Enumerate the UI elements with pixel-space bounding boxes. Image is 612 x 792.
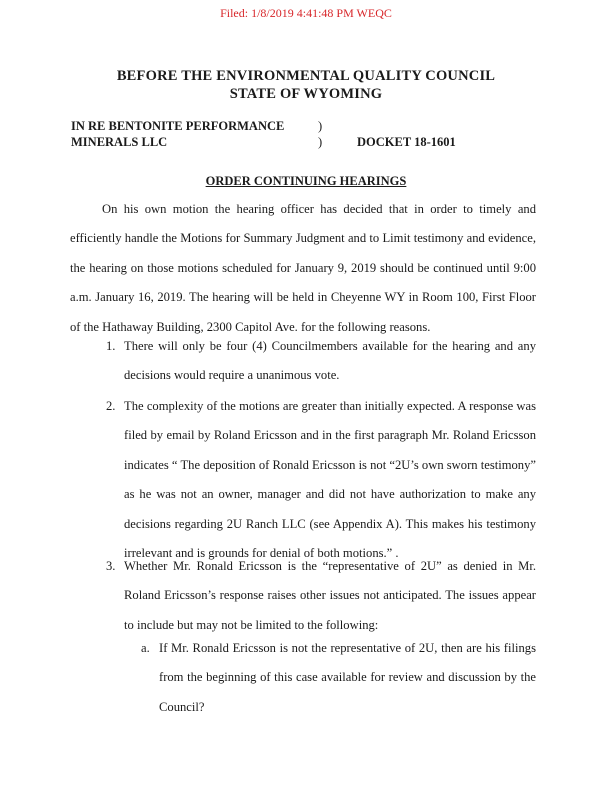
subitem-a-text: If Mr. Ronald Ericsson is not the representative of 2U, then are his filings from the beginning of this case available for review and discussion by the Council? xyxy=(159,641,536,714)
reason-2-text: The complexity of the motions are greater than initially expected. A response was filed by email by Roland Ericsson and in the first paragraph Mr. Roland Ericsson indicates “ The deposition of Ronald Ericsson is not “2U’s own sworn testimony” as he was not an owner, manager and did not have authorization to make any decisions regarding 2U Ranch LLC (see Appendix A). This makes his testimony irrelevant and is grounds for denial of both motions.” . xyxy=(124,399,536,561)
state-title: STATE OF WYOMING xyxy=(229,86,383,102)
reason-2-number: 2. xyxy=(106,399,116,413)
caption-paren-1: ) xyxy=(318,119,323,133)
subitem-a-number: a. xyxy=(141,641,150,655)
reason-1-text: There will only be four (4) Councilmembers available for the hearing and any decisions would require a unanimous vote. xyxy=(124,339,536,383)
reason-3-text: Whether Mr. Ronald Ericsson is the “representative of 2U” as denied in Mr. Roland Ericsson’s response raises other issues not anticipated. The issues appear to include but may not be limited to the following: xyxy=(124,559,536,632)
intro-paragraph: On his own motion the hearing officer has decided that in order to timely and efficiently handle the Motions for Summary Judgment and to Limit testimony and evidence, the hearing on those motions scheduled for January 9, 2019 should be continued until 9:00 a.m. January 16, 2019. The hearing will be held in Cheyenne WY in Room 100, First Floor of the Hathaway Building, 2300 Capitol Ave. for the following reasons. xyxy=(70,202,536,334)
reason-3-number: 3. xyxy=(106,559,116,573)
party-name-line-1: IN RE BENTONITE PERFORMANCE xyxy=(71,119,285,133)
reason-1-number: 1. xyxy=(106,339,116,353)
party-name-line-2: MINERALS LLC xyxy=(71,135,168,149)
order-heading: ORDER CONTINUING HEARINGS xyxy=(205,174,407,188)
filed-stamp: Filed: 1/8/2019 4:41:48 PM WEQC xyxy=(220,6,392,20)
caption-parens xyxy=(318,118,322,150)
case-caption xyxy=(71,118,284,150)
caption-paren-2: ) xyxy=(318,135,323,149)
docket-number: DOCKET 18-1601 xyxy=(357,135,456,149)
council-title: BEFORE THE ENVIRONMENTAL QUALITY COUNCIL xyxy=(116,68,496,84)
